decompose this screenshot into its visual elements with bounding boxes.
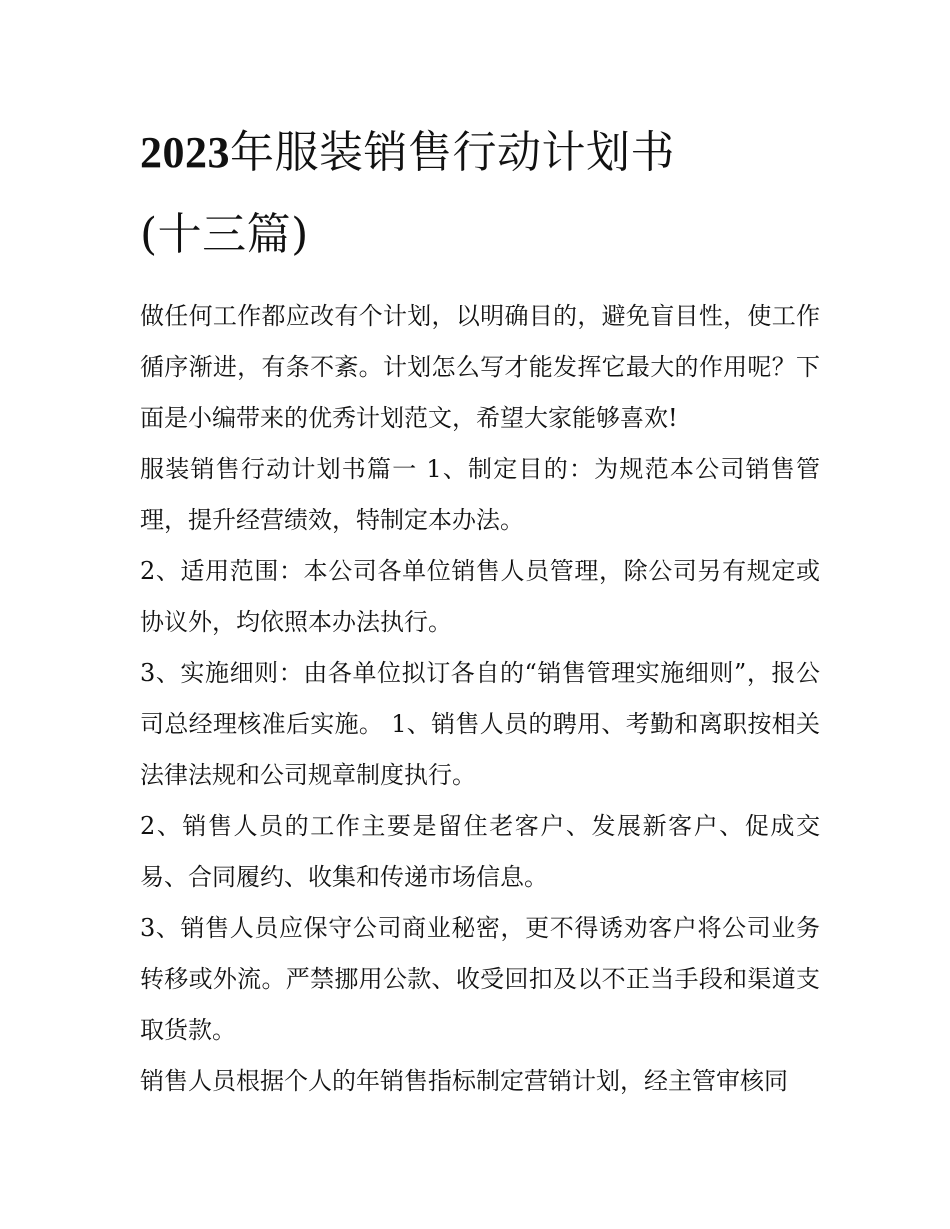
title-text: 年服装销售行动计划书 xyxy=(230,127,675,178)
document-page xyxy=(140,112,820,1107)
title-subtitle: (十三篇) xyxy=(140,209,309,260)
document-title xyxy=(140,112,820,276)
document-body xyxy=(140,291,820,1107)
paragraph-rules: 3、实施细则：由各单位拟订各自的“销售管理实施细则”，报公司总经理核准后实施。 1、销售人员的聘用、考勤和离职按相关法律法规和公司规章制度执行。 xyxy=(140,659,820,789)
paragraph-purpose: 服装销售行动计划书篇一 1、制定目的：为规范本公司销售管理，提升经营绩效，特制定本办法。 xyxy=(140,455,820,534)
paragraph-plan: 销售人员根据个人的年销售指标制定营销计划，经主管审核同 xyxy=(140,1067,788,1095)
paragraph-confidentiality: 3、销售人员应保守公司商业秘密，更不得诱劝客户将公司业务转移或外流。严禁挪用公款、收受回扣及以不正当手段和渠道支取货款。 xyxy=(140,914,820,1044)
title-year: 2023 xyxy=(140,128,230,177)
paragraph-intro: 做任何工作都应改有个计划，以明确目的，避免盲目性，使工作循序渐进，有条不紊。计划怎么写才能发挥它最大的作用呢？下面是小编带来的优秀计划范文，希望大家能够喜欢! xyxy=(140,302,820,432)
paragraph-duties: 2、销售人员的工作主要是留住老客户、发展新客户、促成交易、合同履约、收集和传递市场信息。 xyxy=(140,812,820,891)
paragraph-scope: 2、适用范围：本公司各单位销售人员管理，除公司另有规定或协议外，均依照本办法执行。 xyxy=(140,557,820,636)
